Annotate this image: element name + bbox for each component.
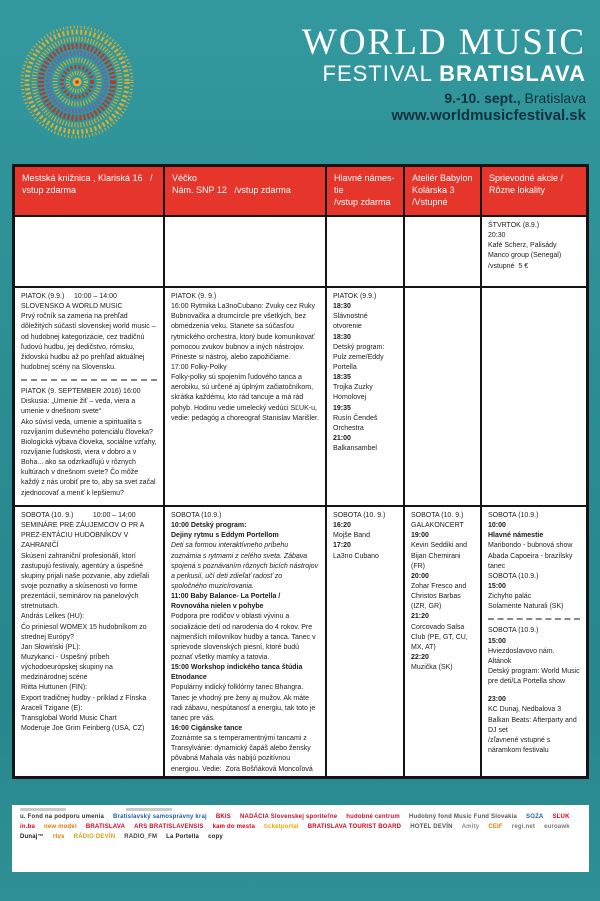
schedule-text-line: PIATOK (9. 9.) xyxy=(171,293,217,300)
schedule-text-line: Zichyho palác xyxy=(488,593,532,601)
sponsor-logo: new model xyxy=(44,824,77,830)
schedule-text-line: PIATOK (9. SEPTEMBER 2016) 16:00 xyxy=(21,388,141,396)
schedule-text-line: Véčko xyxy=(172,173,198,183)
schedule-text-line: 10:00 xyxy=(488,522,506,530)
schedule-text-line: 19:00 xyxy=(411,532,429,540)
sponsor-logo: Amity xyxy=(461,824,480,830)
schedule-text-line: Dejiny rytmu s Eddym Portellom xyxy=(171,532,279,540)
schedule-text-line: Sprievodné akcie / xyxy=(489,173,564,183)
venue-header-atelier-babylon xyxy=(405,167,480,215)
sponsor-logo: SOZA xyxy=(526,814,544,820)
schedule-text-line: /Vstupné xyxy=(412,197,448,208)
schedule-text-line: 16:20 xyxy=(333,522,351,530)
schedule-text-line: Prvý ročník sa zameria na prehľad dôležitých súčastí slovenskej world music – od hudobnej kategorizácie, cez tradičnú ľudovú hudbu, jej dedičstvo, rómsku, židovskú hudbu až po prehľad aktuálnej hudobnej scény na Slovensku. xyxy=(21,313,158,371)
sponsor-logo: copy xyxy=(208,834,223,840)
sponsor-logo: u. Fond na podporu umenia xyxy=(20,814,104,820)
sponsor-logo: in.ba xyxy=(20,824,36,830)
schedule-text-line: Zoznámte sa s temperamentnými tancami z Transylvánie: dynamický čapáš alebo žensky pôvabná Mahala vás nabijú pozitívnou energiou. Vedie: Zora Bošňáková Moncoľová xyxy=(171,735,313,773)
schedule-cell-r2c2-piatok xyxy=(165,288,325,505)
schedule-cell-r3c2-sobota xyxy=(165,507,325,776)
sponsor-logo: rtvs xyxy=(52,834,65,840)
schedule-text-line: Balkan Beats: Afterparty and DJ set xyxy=(488,716,579,734)
schedule-text-line: András Lelkes (HU): xyxy=(21,613,85,621)
schedule-text-line: Rusín Čendeš Orchestra xyxy=(333,414,380,432)
sponsor-logo: hudobné centrum xyxy=(346,814,400,820)
schedule-text-line: Zohar Fresco and Christos Barbas (IZR, GR) xyxy=(411,582,469,611)
schedule-text-line: Manco group (Senegal) xyxy=(488,252,562,260)
festival-title: WORLD MUSIC xyxy=(301,22,586,63)
venue-header-hlavne-namestie xyxy=(327,167,403,215)
schedule-cell-r2c5 xyxy=(482,288,586,505)
schedule-cell-r1c5-stvrtok xyxy=(482,217,586,286)
partner-label-bars xyxy=(20,808,581,811)
schedule-text-line: Ateliér Babylon xyxy=(412,173,473,183)
schedule-text-line: Maribondo - bubnová show xyxy=(488,542,573,550)
schedule-text-line: GALAKONCERT xyxy=(411,522,464,530)
schedule-text-line: /zľavnené vstupné s náramkom festivalu xyxy=(488,736,553,754)
schedule-text-line: Moderuje Joe Grim Feinberg (USA, CZ) xyxy=(21,724,145,732)
schedule-text-line: vstup zdarma xyxy=(22,185,77,196)
partner-label-bar xyxy=(126,808,172,811)
schedule-text-line: SOBOTA (10. 9.) xyxy=(411,512,464,519)
schedule-text-line: SLOVENSKO A WORLD MUSIC xyxy=(21,303,123,311)
schedule-text-line: Hviezdoslavovo nám. xyxy=(488,647,555,655)
schedule-text-line: Muzička (SK) xyxy=(411,664,453,672)
schedule-text-line: Balkansambel xyxy=(333,445,377,453)
sponsor-footer xyxy=(12,805,589,872)
schedule-text-line: /vstupné 5 € xyxy=(488,262,529,270)
schedule-text-line: KC Dunaj, Nedbalova 3 xyxy=(488,706,562,714)
schedule-cell-r3c3-sobota xyxy=(327,507,403,776)
schedule-text-line: 11:00 Baby Balance- La Portella / Rovnováha nielen v pohybe xyxy=(171,593,283,611)
schedule-text-line: 22:20 xyxy=(411,653,429,661)
sponsor-logo: NADÁCIA Slovenskej sporiteľne xyxy=(240,814,338,820)
sponsor-logo: BRATISLAVA xyxy=(85,824,126,830)
schedule-text-line: Slávnostné otvorenie xyxy=(333,313,370,331)
sponsor-logo: La Portella xyxy=(166,834,200,840)
schedule-text-line: Ako súvisí veda, umenie a spiritualita s rozvíjaním duševného potenciálu človeka? Biologická výbava človeka, sociálne vzťahy, rozvíjanie ľudskosti, viera v dobro a v Boha... ako sa odzrkadľujú v rôznych kultúrach v dnešnom svete? Čo môže každý z nás urobiť pre to, aby sa svet začal zjednocovať a meniť k lepšiemu? xyxy=(21,418,159,497)
schedule-text-line: SOBOTA (10. 9.) 10:00 – 14:00 xyxy=(21,512,136,519)
schedule-text-line: Detský program: World Music pre deti/La Portella show xyxy=(488,667,582,686)
schedule-text-line: 23:00 xyxy=(488,696,506,704)
schedule-text-line: 18:30 xyxy=(333,303,351,311)
sponsor-logo: Bratislavský samosprávny kraj xyxy=(113,814,207,820)
schedule-text-line: Altánok xyxy=(488,657,512,665)
festival-date: 9.-10. sept., Bratislava xyxy=(444,90,586,107)
schedule-text-line: 17:20 xyxy=(333,542,351,550)
schedule-text-line: ŠTVRTOK (8.9.) xyxy=(488,222,540,229)
festival-titles xyxy=(302,24,586,124)
schedule-text-line: 20:00 xyxy=(411,572,429,580)
schedule-text-line: Corcovado Salsa Club (PE, GT, CU, MX, AT) xyxy=(411,623,470,651)
sponsor-logo: CEIF xyxy=(488,824,503,830)
schedule-text-line: /vstup zdarma xyxy=(334,197,391,208)
schedule-text-line: Hlavné námestie xyxy=(488,532,544,540)
sponsor-logo: regi.net xyxy=(511,824,536,830)
schedule-text-line: Jan Słowiński (PL): xyxy=(21,643,81,651)
schedule-text-line: SOBOTA (10.9.) xyxy=(488,512,539,519)
schedule-cell-r2c1-piatok xyxy=(15,288,163,505)
schedule-text-line xyxy=(488,687,580,695)
schedule-text-line: Populárny indický folklórny tanec Bhangra. Tanec je vhodný pre ženy aj mužov. Ak máte radi zábavu, nespútanosť a energiu, tak toto je tanec pre vás. xyxy=(171,684,318,722)
sponsor-logo: BRATISLAVA TOURIST BOARD xyxy=(307,824,402,830)
sponsor-logo: RÁDIO DEVÍN xyxy=(73,834,116,840)
schedule-text-line: Podpora pre rodičov v oblasti vývinu a socializácie detí od narodenia do 4 rokov. Pre najmenších milovníkov hudby a tanca. Tanec v sprievode slovenských piesní, ktoré budú poznať všetky mamky a tatovia. xyxy=(171,613,318,661)
schedule-text-line: 16:00 Cigánske tance xyxy=(171,724,243,732)
sponsor-logo: SĽUK xyxy=(552,814,570,820)
schedule-text-line: 21:00 xyxy=(333,434,351,442)
schedule-text-line: Kafé Scherz, Palisády xyxy=(488,242,557,250)
schedule-text-line: Riitta Huttunen (FIN): xyxy=(21,684,88,692)
schedule-text-line: 15:00 Workshop indického tanca štúdia Etnodance xyxy=(171,664,305,682)
festival-subtitle-bold: BRATISLAVA xyxy=(439,61,586,86)
sponsor-logo: Dunaj™ xyxy=(20,834,44,840)
schedule-table xyxy=(12,164,589,779)
festival-subtitle-light: FESTIVAL xyxy=(322,61,440,86)
schedule-text-line: SOBOTA (10.9.) xyxy=(488,572,539,580)
schedule-text-line: 18:30 xyxy=(333,333,351,341)
schedule-text-line: Araceli Tzigane (E): xyxy=(21,704,83,712)
schedule-cell-r1c1 xyxy=(15,217,163,286)
schedule-text-line: 10:00 Detský program: xyxy=(171,522,247,530)
sponsor-logo: ARS BRATISLAVENSIS xyxy=(134,824,204,830)
schedule-text-line: SEMINÁRE PRE ZÁUJEMCOV O PR A PREZ-ENTÁCIU HUDOBNÍKOV V ZAHRANIČÍ xyxy=(21,522,146,550)
schedule-text-line: Solamente Naturali (SK) xyxy=(488,603,564,611)
schedule-text-line: SOBOTA (10.9.) xyxy=(171,512,222,519)
sponsor-logo: RADIO_FM xyxy=(124,834,158,840)
schedule-text-line: tie xyxy=(334,185,344,196)
sponsor-logo: BKIS xyxy=(215,814,231,820)
schedule-text-line: 15:00 xyxy=(488,582,506,590)
venue-header-mestska-kniznica xyxy=(15,167,163,215)
schedule-cell-r3c4-sobota xyxy=(405,507,480,776)
sponsor-logo: HOTEL DEVÍN xyxy=(410,824,453,830)
mandala-logo xyxy=(18,14,136,150)
schedule-text-line: Folky-polky sú spojením ľudového tanca a aerobiku, sú určené aj úplným začiatočníkom, skrátka každému, kto rád tancuje a má rád pohyb. Hodinu vedie umelecký vedúci SĽUK-u, vedie: pedagóg a choreograf Stanislav Marišler. xyxy=(171,374,319,422)
schedule-text-line: PIATOK (9.9.) xyxy=(333,293,377,300)
schedule-text-line: La3no Cubano xyxy=(333,552,379,560)
schedule-text-line: Skúsení zahraniční profesionáli, ktorí zastupujú festivaly, agentúry a úspešné skupiny prijali naše pozvanie, aby zdieľali svoje poznatky a skúsenosti vo forme prezentácií, seminárov na panelových stretnutiach. xyxy=(21,552,152,611)
partner-label-bar xyxy=(20,808,66,811)
schedule-text-line: Nám. SNP 12 /vstup zdarma xyxy=(172,185,291,196)
schedule-text-line: SOBOTA (10.9.) xyxy=(488,627,539,635)
sponsor-logos xyxy=(20,814,581,840)
schedule-text-line: 20:30 xyxy=(488,232,506,240)
schedule-text-line: 15:00 xyxy=(488,637,506,645)
festival-subtitle xyxy=(302,61,586,86)
venue-header-vecko xyxy=(165,167,325,215)
dashed-divider xyxy=(21,379,157,381)
schedule-text-line: 18:35 xyxy=(333,374,351,382)
sponsor-logo: kam do mesta xyxy=(212,824,255,830)
schedule-cell-r1c2 xyxy=(165,217,325,286)
schedule-text-line: Mestská knižnica , Klariská 16 / xyxy=(22,173,153,183)
dashed-divider xyxy=(488,618,580,620)
schedule-cell-r2c4 xyxy=(405,288,480,505)
schedule-text-line: 19:35 xyxy=(333,404,351,412)
schedule-text-line: 16:00 Rytmika La3noCubano: Zvuky cez Ruky Bubnovačka a drumcircle pre všetkých, bez obmedzenia veku. Stanete sa súčasťou rytmického orchestra, ktorý bude komunikovať pomocou zvukov bubnov a iných nástrojov. Prineste si nástroj, alebo zapožičiame. xyxy=(171,303,317,361)
schedule-text-line: Deti sa formou interaktívneho príbehu zoznámia s rytmami z celého sveta. Zábava spojená s poznávaním rôznych bicích nástrojov a perkusií, učí deti zdieľať radosť zo spoločného muzicírovania. xyxy=(171,542,321,590)
schedule-text-line: Diskusia: „Umenie žiť – veda, viera a umenie v dnešnom svete“ xyxy=(21,398,138,416)
schedule-cell-r3c5-sobota xyxy=(482,507,586,776)
schedule-cell-r1c3 xyxy=(327,217,403,286)
schedule-text-line: Kolárska 3 xyxy=(412,185,455,196)
schedule-text-line: Čo priniesol WOMEX 15 hudobníkom zo strednej Európy? xyxy=(21,623,149,641)
schedule-text-line: Muzykanci - Úspešný príbeh východoeurópskej skupiny na medzinárodnej scéne xyxy=(21,653,115,682)
schedule-text-line: Abada Capoeira - brazílsky tanec xyxy=(488,552,575,570)
schedule-text-line: PIATOK (9.9.) 10:00 – 14:00 xyxy=(21,293,117,300)
sponsor-logo: Hudobný fond Music Fund Slovakia xyxy=(408,814,517,820)
schedule-text-line: Hlavné námes- xyxy=(334,173,395,183)
schedule-cell-r2c3-piatok xyxy=(327,288,403,505)
schedule-text-line: 17:00 Folky-Polky xyxy=(171,363,227,371)
venue-header-sprievodne-akcie xyxy=(482,167,586,215)
sponsor-logo: ticketportal xyxy=(263,824,299,830)
schedule-text-line: Mojše Band xyxy=(333,532,370,540)
schedule-text-line: Trojka Zuzky Homolovej xyxy=(333,384,375,402)
schedule-text-line: Detský program: Pulz zeme/Eddy Portella xyxy=(333,343,387,371)
sponsor-logo: euroawk xyxy=(544,824,570,830)
schedule-text-line: 21:20 xyxy=(411,613,429,621)
schedule-text-line: SOBOTA (10. 9.) xyxy=(333,512,386,519)
schedule-cell-r1c4 xyxy=(405,217,480,286)
schedule-text-line: Rôzne lokality xyxy=(489,185,546,196)
schedule-cell-r3c1-sobota xyxy=(15,507,163,776)
schedule-text-line: Kevin Seddiki and Bijan Chemirani (FR) xyxy=(411,542,469,570)
festival-website: www.worldmusicfestival.sk xyxy=(391,107,586,125)
schedule-text-line: Export tradičnej hudby - príklad z Fínska xyxy=(21,694,147,702)
schedule-text-line: Transglobal World Music Chart xyxy=(21,714,117,722)
